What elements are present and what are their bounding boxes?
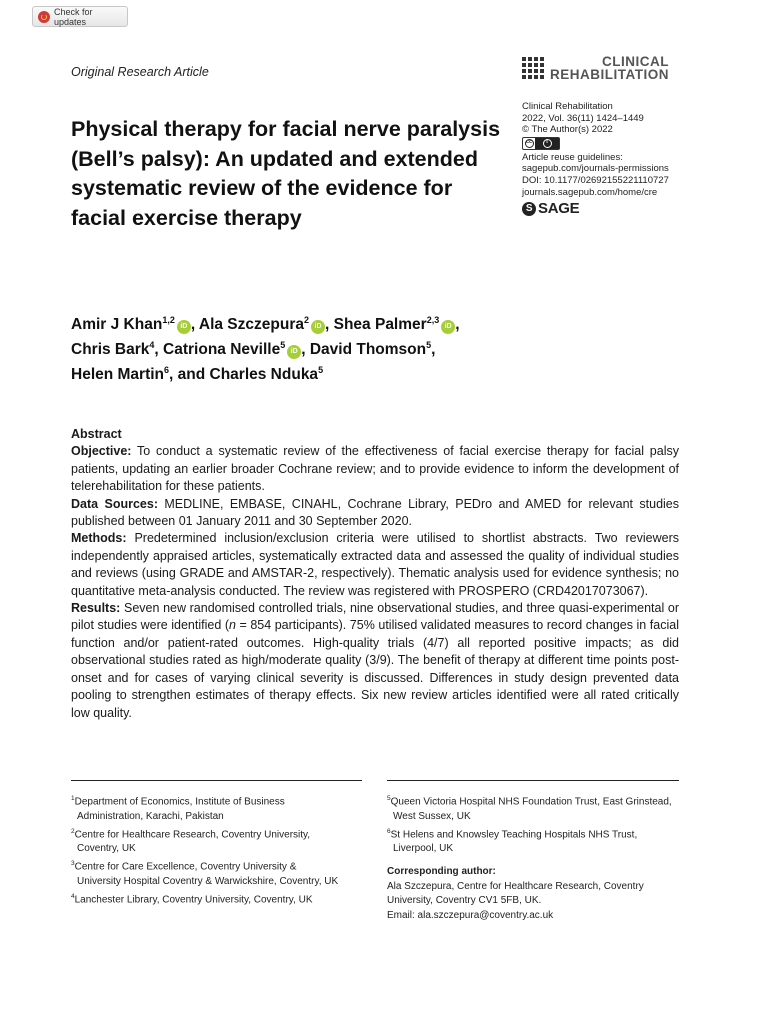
affiliation-number: 6 (387, 827, 391, 835)
results-text-2: = 854 participants). 75% utilised validated measures to record changes in facial function and/or patient-rated outcomes. High-quality trials (4/7) all reported positive impacts; as did observational studies rated as high/moderate quality (3/9). The benefit of therapy at different time points post-onset and for cases of varying clinical severity is discussed. Differences in study design prevented data pooling to strengthen estimates of therapy effects. Six new review articles identified were all rated critically low quality. (71, 618, 679, 720)
journal-logo-grid-icon (522, 57, 544, 79)
journal-name: Clinical Rehabilitation (522, 101, 613, 112)
affiliation-number: 5 (387, 795, 391, 802)
footnote-rule-left (71, 780, 362, 781)
author-name: Catriona Neville (163, 341, 281, 359)
publisher-name: SAGE (538, 200, 580, 218)
data-sources-label: Data Sources: (71, 496, 158, 511)
results-label: Results: (71, 601, 121, 616)
abstract (71, 426, 679, 722)
author-affiliation-sup: 5 (280, 340, 286, 351)
cc-by-icon: i (535, 138, 559, 149)
corresponding-heading: Corresponding author: (387, 866, 496, 878)
results-text-1: Seven new randomised controlled trials, nine observational studies, and three quasi-experimental or pilot studies were identified ( (71, 601, 679, 633)
author (334, 316, 460, 333)
author-affiliation-sup: 2,3 (426, 315, 440, 325)
affiliation-item (387, 825, 672, 858)
affiliation-text: St Helens and Knowsley Teaching Hospitals NHS Trust, Liverpool, UK (390, 828, 638, 855)
objective-text: To conduct a systematic review of the effectiveness of facial exercise therapy for facial palsy patients, updating an earlier broader Cochrane review; and to provide evidence to inform the development of telerehabilitation for these patients. (71, 444, 679, 494)
author-name: David Thomson (309, 341, 427, 359)
author-name: Charles Nduka (209, 366, 319, 384)
check-for-updates-label: Check for updates (54, 6, 93, 27)
abstract-data-sources (71, 496, 679, 531)
author-name: Chris Bark (71, 341, 150, 359)
check-for-updates-button[interactable] (32, 6, 128, 27)
objective-label: Objective: (71, 444, 132, 459)
affiliation-item (71, 792, 341, 825)
author (163, 341, 310, 358)
cc-license-badge[interactable] (522, 137, 702, 150)
journal-logo-line1: CLINICAL (602, 54, 669, 69)
affiliation-item (71, 857, 341, 890)
orcid-icon[interactable]: iD (311, 320, 325, 334)
author-affiliation-sup: 5 (426, 340, 432, 351)
affiliation-item (71, 890, 341, 908)
author-name: Amir J Khan (71, 316, 163, 334)
author (71, 341, 163, 358)
reuse-link[interactable]: sagepub.com/journals-permissions (522, 163, 669, 175)
author (310, 341, 436, 358)
affiliation-text: Department of Economics, Institute of Business Administration, Karachi, Pakistan (74, 796, 285, 822)
author-affiliation-sup: 5 (318, 365, 324, 376)
corresponding-email[interactable]: Email: ala.szczepura@coventry.ac.uk (387, 909, 554, 921)
cc-icon: cc (523, 138, 535, 149)
data-sources-text: MEDLINE, EMBASE, CINAHL, Cochrane Library, PEDro and AMED for relevant studies published between 01 January 2011 and 30 September 2020. (71, 496, 679, 529)
affiliations-left (71, 792, 341, 907)
affiliation-number: 3 (71, 860, 75, 868)
author-affiliation-sup: 2 (303, 315, 309, 325)
crossmark-icon (38, 11, 50, 23)
author-affiliation-sup: 6 (164, 365, 170, 376)
affiliation-item (387, 792, 672, 825)
copyright: © The Author(s) 2022 (522, 124, 613, 136)
journal-logo (522, 55, 669, 81)
author-separator: , (190, 316, 199, 334)
abstract-results (71, 600, 679, 722)
author-separator: , and (169, 366, 210, 384)
journal-meta (522, 101, 702, 216)
abstract-methods (71, 530, 679, 600)
methods-label: Methods: (71, 531, 127, 546)
author-affiliation-sup: 1,2 (162, 315, 175, 325)
journal-logo-line2: REHABILITATION (550, 67, 669, 82)
affiliation-number: 2 (71, 827, 75, 835)
abstract-heading: Abstract (71, 427, 122, 441)
affiliation-item (71, 825, 341, 858)
author-separator: , (301, 341, 310, 359)
affiliation-text: Centre for Healthcare Research, Coventry University, Coventry, UK (74, 828, 311, 855)
author (71, 366, 210, 383)
affiliations-right (387, 792, 672, 923)
sage-icon: S (522, 202, 536, 216)
publisher-logo (522, 202, 702, 216)
orcid-icon[interactable]: iD (441, 320, 455, 334)
author-name: Helen Martin (71, 366, 165, 384)
doi-link[interactable]: DOI: 10.1177/02692155221110727 (522, 174, 669, 186)
article-title: Physical therapy for facial nerve paralysis (Bell’s palsy): An updated and extended systematic review of the evidence for facial exercise therapy (71, 117, 501, 230)
author-affiliation-sup: 4 (149, 340, 155, 351)
affiliation-number: 1 (71, 795, 75, 802)
author-separator: , (455, 316, 460, 334)
affiliation-text: Queen Victoria Hospital NHS Foundation Trust, East Grinstead, West Sussex, UK (390, 796, 672, 822)
journal-home-link[interactable]: journals.sagepub.com/home/cre (522, 186, 658, 198)
author-separator: , (325, 316, 334, 334)
methods-text: Predetermined inclusion/exclusion criteria were utilised to shortlist abstracts. Two reviewers independently appraised articles, systematically extracted data and assessed the quality of individual studies and reviews (using GRADE and AMSTAR-2, respectively). Thematic analysis used for evidence synthesis; no quantitative meta-analysis conducted. The review was registered with PROSPERO (CRD42017073067). (71, 531, 679, 598)
affiliation-text: Centre for Care Excellence, Coventry University & University Hospital Coventry & Warwickshire, Coventry, UK (74, 861, 339, 887)
author-name: Ala Szczepura (198, 316, 304, 334)
author-list (71, 310, 551, 385)
author (199, 316, 334, 333)
author-separator: , (431, 341, 436, 359)
orcid-icon[interactable]: iD (177, 320, 191, 334)
affiliation-number: 4 (71, 892, 75, 900)
author (210, 366, 324, 383)
article-type: Original Research Article (71, 65, 209, 79)
results-n: n (228, 618, 236, 633)
author-name: Shea Palmer (333, 316, 427, 334)
journal-citation: 2022, Vol. 36(11) 1424–1449 (522, 112, 644, 124)
abstract-objective (71, 443, 679, 495)
orcid-icon[interactable]: iD (287, 345, 301, 359)
footnote-rule-right (387, 780, 679, 781)
author-separator: , (154, 341, 164, 359)
affiliation-text: Lanchester Library, Coventry University, Coventry, UK (74, 893, 313, 905)
author (71, 316, 199, 333)
corresponding-text: Ala Szczepura, Centre for Healthcare Research, Coventry University, Coventry CV1 5FB, UK. (387, 880, 644, 907)
reuse-label: Article reuse guidelines: (522, 151, 623, 163)
